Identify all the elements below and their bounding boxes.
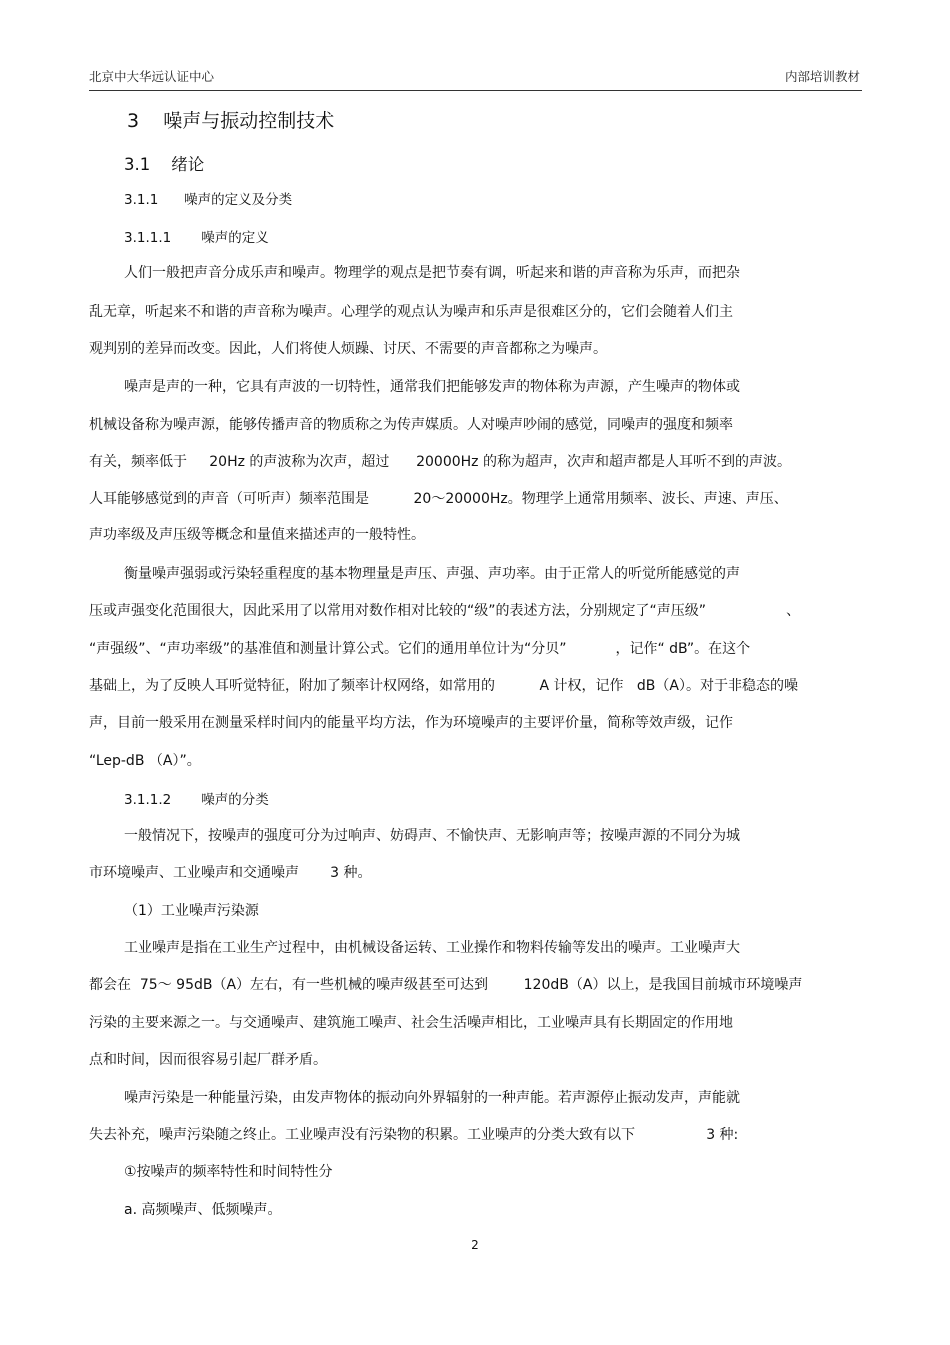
list-heading: （1）工业噪声污染源 [124, 903, 259, 919]
header-left: 北京中大华远认证中心 [89, 69, 215, 84]
paragraph-line: 噪声污染是一种能量污染，由发声物体的振动向外界辐射的一种声能。若声源停止振动发声，声能就 [124, 1090, 740, 1106]
paragraph-line: 都会在 75～ 95dB（A）左右，有一些机械的噪声级甚至可达到 120dB（A）以上，是我国目前城市环境噪声 [89, 977, 803, 993]
paragraph-line: 观判别的差异而改变。因此，人们将使人烦躁、讨厌、不需要的声音都称之为噪声。 [89, 341, 607, 357]
paragraph-line: 失去补充，噪声污染随之终止。工业噪声没有污染物的积累。工业噪声的分类大致有以下 3 种: [89, 1127, 739, 1143]
paragraph-line: 声，目前一般采用在测量采样时间内的能量平均方法，作为环境噪声的主要评价量，简称等效声级，记作 [89, 715, 733, 731]
paragraph-line: 污染的主要来源之一。与交通噪声、建筑施工噪声、社会生活噪声相比，工业噪声具有长期固定的作用地 [89, 1015, 733, 1031]
subsubsection-title-definition: 3.1.1.1 噪声的定义 [124, 230, 269, 246]
paragraph-line: 声功率级及声压级等概念和量值来描述声的一般特性。 [89, 527, 425, 543]
subsubsection-title-classification: 3.1.1.2 噪声的分类 [124, 792, 269, 808]
paragraph-line: 市环境噪声、工业噪声和交通噪声 3 种。 [89, 865, 372, 881]
header-rule [89, 90, 862, 91]
list-item: ①按噪声的频率特性和时间特性分 [124, 1164, 333, 1180]
paragraph-line: 工业噪声是指在工业生产过程中，由机械设备运转、工业操作和物料传输等发出的噪声。工业噪声大 [124, 940, 740, 956]
paragraph-line: 乱无章，听起来不和谐的声音称为噪声。心理学的观点认为噪声和乐声是很难区分的，它们会随着人们主 [89, 304, 733, 320]
paragraph-line: 衡量噪声强弱或污染轻重程度的基本物理量是声压、声强、声功率。由于正常人的听觉所能感觉的声 [124, 566, 740, 582]
section-title: 3.1 绪论 [124, 155, 205, 174]
paragraph-line: 人耳能够感觉到的声音（可听声）频率范围是 20～20000Hz。物理学上通常用频率、波长、声速、声压、 [89, 491, 788, 507]
paragraph-line: “声强级”、“声功率级”的基准值和测量计算公式。它们的通用单位计为“分贝” ，记作“ dB”。在这个 [89, 641, 751, 657]
subsection-title: 3.1.1 噪声的定义及分类 [124, 192, 293, 208]
paragraph-line: 有关，频率低于 20Hz 的声波称为次声，超过 20000Hz 的称为超声，次声和超声都是人耳听不到的声波。 [89, 454, 791, 470]
paragraph-line: 点和时间，因而很容易引起厂群矛盾。 [89, 1052, 327, 1068]
paragraph-line: 噪声是声的一种，它具有声波的一切特性，通常我们把能够发声的物体称为声源，产生噪声的物体或 [124, 379, 740, 395]
paragraph-line: 人们一般把声音分成乐声和噪声。物理学的观点是把节奏有调，听起来和谐的声音称为乐声，而把杂 [124, 265, 740, 281]
paragraph-line: 一般情况下，按噪声的强度可分为过响声、妨碍声、不愉快声、无影响声等；按噪声源的不同分为城 [124, 828, 740, 844]
paragraph-line: 机械设备称为噪声源，能够传播声音的物质称之为传声媒质。人对噪声吵闹的感觉，同噪声的强度和频率 [89, 417, 733, 433]
list-item: a. 高频噪声、低频噪声。 [124, 1202, 282, 1218]
paragraph-line: 基础上，为了反映人耳听觉特征，附加了频率计权网络，如常用的 A 计权，记作 dB（A）。对于非稳态的噪 [89, 678, 798, 694]
chapter-title: 3 噪声与振动控制技术 [127, 110, 335, 132]
header-right: 内部培训教材 [784, 69, 860, 84]
paragraph-line: 压或声强变化范围很大，因此采用了以常用对数作相对比较的“级”的表述方法，分别规定了“声压级” 、 [89, 603, 801, 619]
page-number: 2 [471, 1238, 479, 1252]
paragraph-line: “Lep-dB （A）”。 [89, 753, 201, 769]
